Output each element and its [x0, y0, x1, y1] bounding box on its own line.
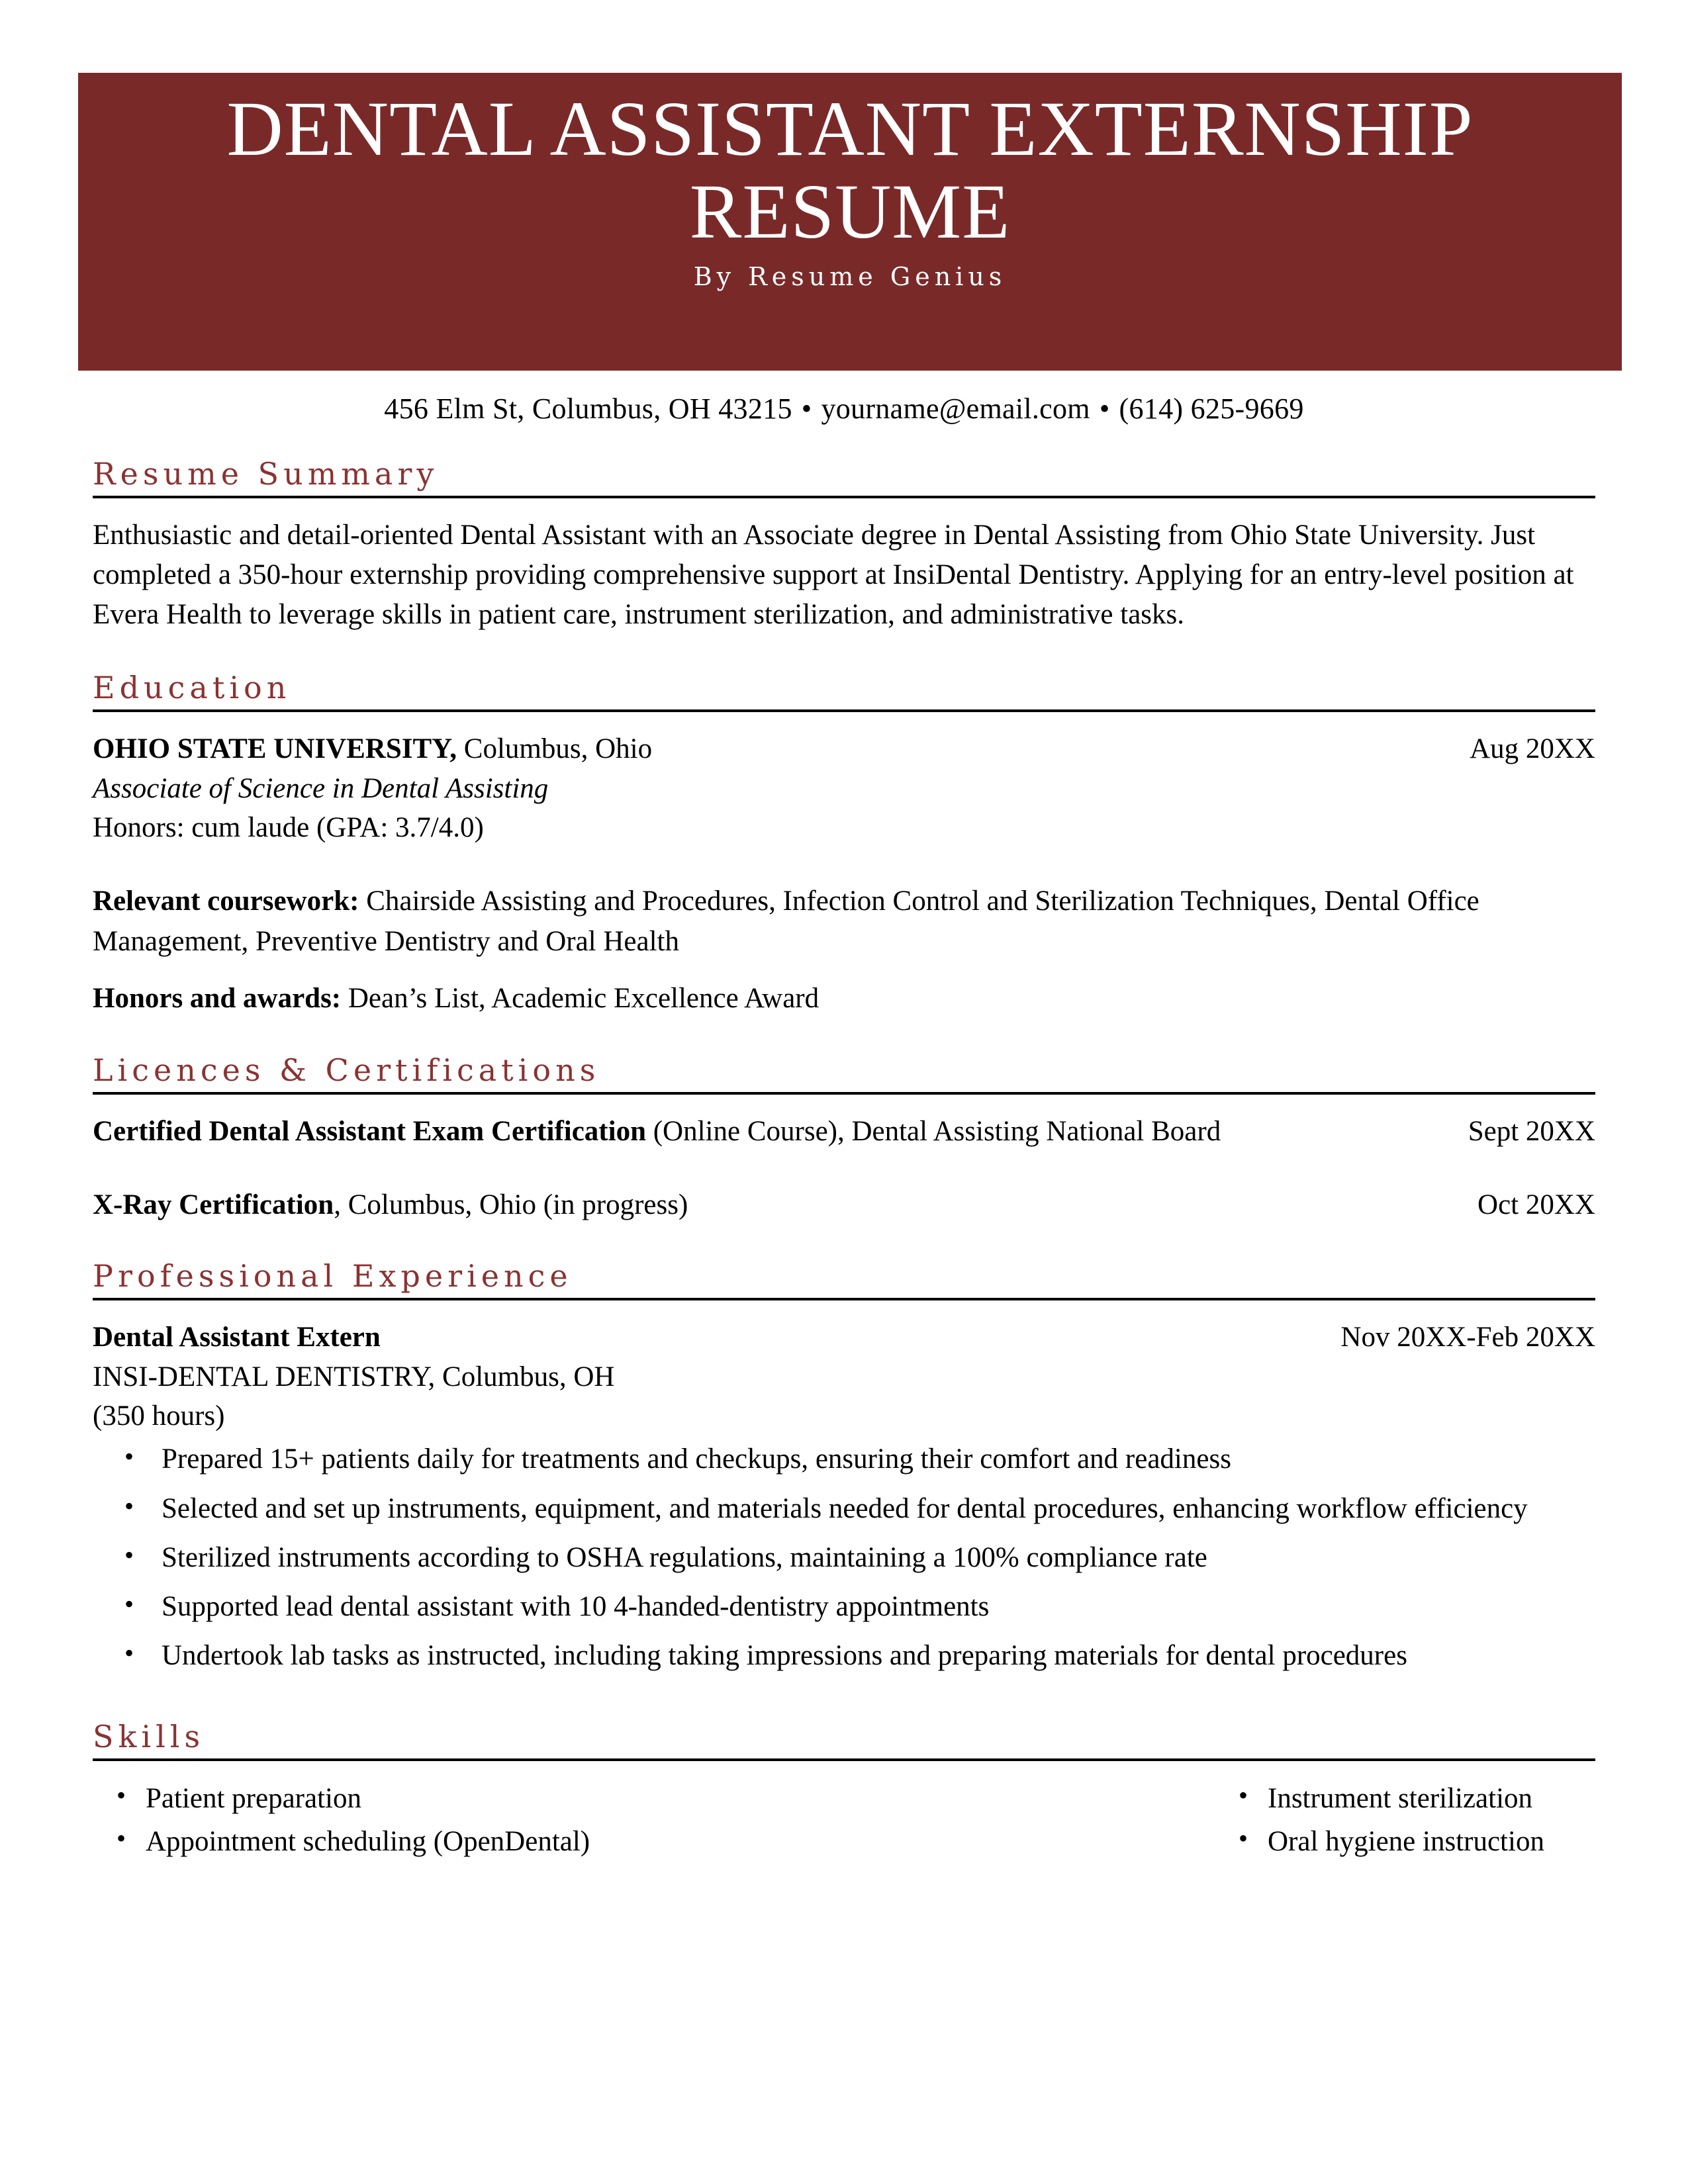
section-skills [93, 1719, 1595, 1864]
education-degree: Associate of Science in Dental Assisting [93, 772, 549, 804]
section-heading-certifications: Licences & Certifications [93, 1052, 600, 1088]
section-rule-education [93, 709, 1595, 712]
education-coursework-text: Chairside Assisting and Procedures, Infection Control and Sterilization Techniques, Dental Office Management, Preventive Dentistry and Oral Health [93, 886, 1479, 957]
contact-email[interactable]: yourname@email.com [821, 392, 1090, 425]
skills-column-right [844, 1778, 1595, 1864]
section-certifications [93, 1053, 1595, 1225]
skills-list-left [93, 1778, 844, 1862]
spacer [93, 1168, 1595, 1185]
education-awards [93, 979, 1595, 1019]
contact-phone: (614) 625-9669 [1119, 392, 1304, 425]
spacer [93, 1036, 1595, 1053]
list-item: • Prepared 15+ patients daily for treatments and checkups, ensuring their comfort and readiness [93, 1439, 1595, 1479]
certification-date: Oct 20XX [1477, 1189, 1595, 1221]
education-entry-header [93, 729, 1595, 768]
contact-line [93, 392, 1595, 426]
certification-name-line [93, 1185, 1477, 1224]
education-school-line [93, 729, 1470, 768]
list-item: • Supported lead dental assistant with 10 4-handed-dentistry appointments [93, 1587, 1595, 1627]
list-item: • Patient preparation [93, 1778, 844, 1819]
experience-employer: INSI-DENTAL DENTISTRY, Columbus, OH [93, 1361, 615, 1392]
experience-date: Nov 20XX-Feb 20XX [1340, 1322, 1595, 1353]
contact-separator-1: • [801, 392, 812, 425]
section-rule-skills [93, 1758, 1595, 1761]
certification-entry [93, 1112, 1595, 1151]
skills-list-right [1215, 1778, 1595, 1862]
section-education [93, 670, 1595, 1018]
education-coursework-label: Relevant coursework: [93, 886, 359, 917]
certification-detail: (Online Course), Dental Assisting National Board [645, 1115, 1221, 1147]
list-item: • Instrument sterilization [1215, 1778, 1595, 1819]
education-awards-text: Dean’s List, Academic Excellence Award [341, 982, 820, 1014]
education-awards-label: Honors and awards: [93, 982, 342, 1014]
spacer [93, 635, 1595, 670]
list-item: • Appointment scheduling (OpenDental) [93, 1821, 844, 1862]
education-honors-line: Honors: cum laude (GPA: 3.7/4.0) [93, 812, 484, 843]
section-heading-summary: Resume Summary [93, 456, 439, 492]
certification-row [93, 1185, 1595, 1224]
list-item: • Oral hygiene instruction [1215, 1821, 1595, 1862]
spacer [93, 1242, 1595, 1259]
spacer [93, 1693, 1595, 1719]
section-experience [93, 1259, 1595, 1676]
certification-row [93, 1112, 1595, 1151]
education-coursework [93, 882, 1595, 961]
certification-name: Certified Dental Assistant Exam Certification [93, 1115, 646, 1147]
contact-address: 456 Elm St, Columbus, OH 43215 [384, 392, 792, 425]
section-heading-education: Education [93, 670, 291, 706]
header-band [78, 73, 1622, 371]
skills-grid [93, 1778, 1595, 1864]
education-entry [93, 729, 1595, 847]
section-heading-skills: Skills [93, 1719, 205, 1755]
experience-job-title: Dental Assistant Extern [93, 1322, 381, 1353]
contact-separator-2: • [1099, 392, 1110, 425]
experience-hours: (350 hours) [93, 1400, 225, 1432]
certification-detail: , Columbus, Ohio (in progress) [334, 1189, 688, 1221]
experience-entry-header [93, 1318, 1595, 1357]
experience-bullet-list [93, 1439, 1595, 1676]
list-item: • Selected and set up instruments, equipment, and materials needed for dental procedures, enhancing workflow efficiency [93, 1489, 1595, 1529]
education-school-location: Columbus, Ohio [457, 733, 653, 765]
experience-entry [93, 1318, 1595, 1676]
list-item: • Sterilized instruments according to OSHA regulations, maintaining a 100% compliance rate [93, 1538, 1595, 1578]
skills-column-left [93, 1778, 844, 1864]
header-subtitle: By Resume Genius [693, 262, 1007, 292]
certification-date: Sept 20XX [1468, 1115, 1595, 1147]
section-resume-summary [93, 457, 1595, 635]
certification-name-line [93, 1112, 1468, 1151]
spacer [93, 864, 1595, 882]
section-rule-summary [93, 496, 1595, 498]
certification-entry [93, 1185, 1595, 1224]
resume-content [93, 457, 1595, 1864]
page-title: DENTAL ASSISTANT EXTERNSHIP RESUME [226, 85, 1474, 255]
education-school-name: OHIO STATE UNIVERSITY, [93, 733, 457, 765]
section-rule-certifications [93, 1092, 1595, 1095]
summary-text: Enthusiastic and detail-oriented Dental Assistant with an Associate degree in Dental Assisting from Ohio State University. Just completed a 350-hour externship providing comprehensive support at InsiDental Dentistry. Applying for an entry-level position at Evera Health to leverage skills in patient care, instrument sterilization, and administrative tasks. [93, 519, 1574, 631]
section-heading-experience: Professional Experience [93, 1258, 573, 1295]
certification-name: X-Ray Certification [93, 1189, 334, 1221]
education-date: Aug 20XX [1470, 733, 1595, 765]
list-item: • Undertook lab tasks as instructed, including taking impressions and preparing materials for dental procedures [93, 1636, 1595, 1676]
section-rule-experience [93, 1298, 1595, 1300]
